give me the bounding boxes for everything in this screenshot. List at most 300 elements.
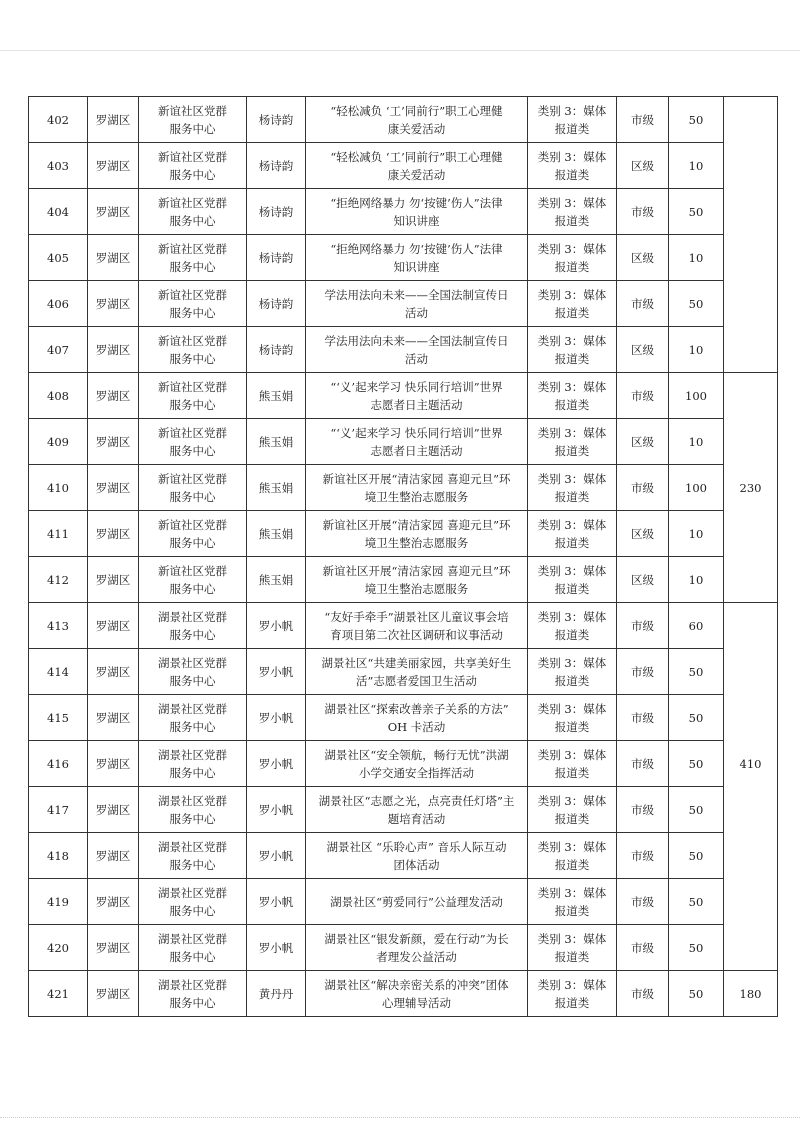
table-body [29, 97, 778, 1017]
category-line-1: 类别 3：媒体 [537, 885, 607, 900]
table-row [29, 235, 778, 281]
district: 罗湖区 [88, 235, 139, 281]
person-name: 黄丹丹 [247, 971, 306, 1017]
table-row [29, 97, 778, 143]
organization-line-2: 服务中心 [169, 581, 216, 596]
category-line-2: 报道类 [554, 995, 590, 1010]
activity-name-line-1: 湖景社区“银发新颜，爱在行动”为长 [324, 931, 509, 946]
organization [139, 879, 247, 925]
person-name: 杨诗韵 [247, 235, 306, 281]
organization-line-1: 新谊社区党群 [158, 333, 227, 348]
person-name: 罗小帆 [247, 649, 306, 695]
activity-name-line-1: “拒绝网络暴力 勿‘按键’伤人”法律 [330, 195, 503, 210]
level: 市级 [617, 465, 669, 511]
table-row [29, 787, 778, 833]
level: 市级 [617, 695, 669, 741]
group-total [724, 281, 778, 327]
district: 罗湖区 [88, 603, 139, 649]
category-line-2: 报道类 [554, 535, 590, 550]
activity-name-line-1: “‘义’起来学习 快乐同行培训”世界 [330, 379, 503, 394]
activity-name [306, 971, 528, 1017]
organization [139, 741, 247, 787]
category [528, 235, 617, 281]
category-line-1: 类别 3：媒体 [537, 655, 607, 670]
category-line-2: 报道类 [554, 213, 590, 228]
organization-line-2: 服务中心 [169, 857, 216, 872]
organization-line-1: 湖景社区党群 [158, 977, 227, 992]
organization-line-2: 服务中心 [169, 213, 216, 228]
person-name: 杨诗韵 [247, 143, 306, 189]
organization [139, 373, 247, 419]
activity-name-line-2: 知识讲座 [393, 213, 440, 228]
organization-line-2: 服务中心 [169, 903, 216, 918]
row-number: 403 [29, 143, 88, 189]
activity-name-line-1: 新谊社区开展“清洁家园 喜迎元旦”环 [322, 471, 511, 486]
group-total [724, 419, 778, 465]
category-line-2: 报道类 [554, 443, 590, 458]
organization-line-2: 服务中心 [169, 765, 216, 780]
category-line-1: 类别 3：媒体 [537, 609, 607, 624]
score: 50 [669, 925, 724, 971]
activity-name [306, 879, 528, 925]
category [528, 281, 617, 327]
category-line-2: 报道类 [554, 305, 590, 320]
group-total [724, 557, 778, 603]
table-row [29, 695, 778, 741]
group-total: 180 [724, 971, 778, 1017]
score: 50 [669, 97, 724, 143]
score: 10 [669, 143, 724, 189]
activity-name-line-2: 志愿者日主题活动 [370, 443, 463, 458]
activity-name-line-2: 题培育活动 [387, 811, 446, 826]
category-line-2: 报道类 [554, 581, 590, 596]
activity-name [306, 787, 528, 833]
organization-line-2: 服务中心 [169, 351, 216, 366]
category [528, 833, 617, 879]
level: 市级 [617, 97, 669, 143]
score: 100 [669, 373, 724, 419]
district: 罗湖区 [88, 511, 139, 557]
row-number: 402 [29, 97, 88, 143]
activity-name-line-2: 团体活动 [393, 857, 440, 872]
level: 区级 [617, 327, 669, 373]
row-number: 419 [29, 879, 88, 925]
row-number: 421 [29, 971, 88, 1017]
category-line-1: 类别 3：媒体 [537, 287, 607, 302]
activity-name [306, 373, 528, 419]
organization [139, 925, 247, 971]
table-row [29, 189, 778, 235]
organization [139, 281, 247, 327]
group-total [724, 925, 778, 971]
category-line-1: 类别 3：媒体 [537, 379, 607, 394]
category-line-1: 类别 3：媒体 [537, 701, 607, 716]
table-row [29, 143, 778, 189]
group-total [724, 511, 778, 557]
organization-line-1: 湖景社区党群 [158, 931, 227, 946]
organization [139, 511, 247, 557]
organization-line-1: 湖景社区党群 [158, 701, 227, 716]
table-row [29, 419, 778, 465]
row-number: 414 [29, 649, 88, 695]
category-line-1: 类别 3：媒体 [537, 931, 607, 946]
organization-line-2: 服务中心 [169, 719, 216, 734]
category-line-1: 类别 3：媒体 [537, 563, 607, 578]
activity-name [306, 327, 528, 373]
activity-name [306, 557, 528, 603]
organization [139, 465, 247, 511]
level: 区级 [617, 143, 669, 189]
organization-line-1: 湖景社区党群 [158, 655, 227, 670]
level: 区级 [617, 419, 669, 465]
category-line-2: 报道类 [554, 121, 590, 136]
organization-line-1: 新谊社区党群 [158, 287, 227, 302]
level: 市级 [617, 603, 669, 649]
level: 市级 [617, 833, 669, 879]
district: 罗湖区 [88, 281, 139, 327]
score: 60 [669, 603, 724, 649]
organization [139, 833, 247, 879]
category-line-2: 报道类 [554, 811, 590, 826]
row-number: 409 [29, 419, 88, 465]
activity-name-line-1: 湖景社区“探索改善亲子关系的方法” [324, 701, 509, 716]
activity-name-line-2: 者理发公益活动 [376, 949, 457, 964]
activity-name-line-1: 湖景社区“解决亲密关系的冲突”团体 [324, 977, 509, 992]
organization [139, 143, 247, 189]
category-line-2: 报道类 [554, 903, 590, 918]
activity-name [306, 649, 528, 695]
group-total [724, 879, 778, 925]
level: 市级 [617, 879, 669, 925]
category [528, 97, 617, 143]
row-number: 404 [29, 189, 88, 235]
activity-name [306, 833, 528, 879]
category-line-2: 报道类 [554, 351, 590, 366]
score: 50 [669, 787, 724, 833]
score: 100 [669, 465, 724, 511]
activity-name-line-1: 学法用法向未来——全国法制宣传日 [324, 333, 509, 348]
organization-line-1: 湖景社区党群 [158, 885, 227, 900]
organization-line-1: 湖景社区党群 [158, 839, 227, 854]
activity-name [306, 419, 528, 465]
row-number: 412 [29, 557, 88, 603]
category [528, 511, 617, 557]
person-name: 熊玉娟 [247, 557, 306, 603]
score: 50 [669, 281, 724, 327]
activity-name-line-2: 活动 [405, 351, 428, 366]
activity-name [306, 235, 528, 281]
organization-line-1: 新谊社区党群 [158, 425, 227, 440]
category-line-1: 类别 3：媒体 [537, 333, 607, 348]
district: 罗湖区 [88, 787, 139, 833]
row-number: 405 [29, 235, 88, 281]
group-total [724, 695, 778, 741]
group-total [724, 189, 778, 235]
organization-line-1: 新谊社区党群 [158, 195, 227, 210]
category-line-2: 报道类 [554, 259, 590, 274]
table-row [29, 649, 778, 695]
organization-line-2: 服务中心 [169, 535, 216, 550]
category [528, 465, 617, 511]
score: 10 [669, 557, 724, 603]
organization [139, 971, 247, 1017]
category [528, 695, 617, 741]
organization [139, 235, 247, 281]
person-name: 杨诗韵 [247, 189, 306, 235]
level: 市级 [617, 925, 669, 971]
table-row [29, 373, 778, 419]
category-line-1: 类别 3：媒体 [537, 793, 607, 808]
activity-name [306, 465, 528, 511]
organization-line-2: 服务中心 [169, 121, 216, 136]
category [528, 143, 617, 189]
activity-name-line-1: 学法用法向未来——全国法制宣传日 [324, 287, 509, 302]
activity-name-line-2: 康关爱活动 [387, 121, 446, 136]
table-row [29, 327, 778, 373]
row-number: 415 [29, 695, 88, 741]
district: 罗湖区 [88, 879, 139, 925]
row-number: 406 [29, 281, 88, 327]
organization [139, 557, 247, 603]
person-name: 熊玉娟 [247, 511, 306, 557]
organization [139, 695, 247, 741]
level: 市级 [617, 741, 669, 787]
category-line-1: 类别 3：媒体 [537, 747, 607, 762]
level: 市级 [617, 373, 669, 419]
category [528, 603, 617, 649]
organization [139, 649, 247, 695]
data-table [28, 96, 778, 1017]
organization-line-2: 服务中心 [169, 259, 216, 274]
group-total: 230 [724, 465, 778, 511]
person-name: 杨诗韵 [247, 327, 306, 373]
organization-line-2: 服务中心 [169, 167, 216, 182]
table-row [29, 603, 778, 649]
category-line-2: 报道类 [554, 857, 590, 872]
activity-name-line-2: 活”志愿者爱国卫生活动 [356, 673, 477, 688]
row-number: 416 [29, 741, 88, 787]
category-line-2: 报道类 [554, 489, 590, 504]
organization-line-2: 服务中心 [169, 443, 216, 458]
category-line-2: 报道类 [554, 949, 590, 964]
activity-name-line-1: 新谊社区开展“清洁家园 喜迎元旦”环 [322, 517, 511, 532]
organization-line-1: 新谊社区党群 [158, 517, 227, 532]
score: 50 [669, 695, 724, 741]
person-name: 罗小帆 [247, 879, 306, 925]
activity-name-line-2: 知识讲座 [393, 259, 440, 274]
activity-name-line-1: 新谊社区开展“清洁家园 喜迎元旦”环 [322, 563, 511, 578]
organization-line-2: 服务中心 [169, 811, 216, 826]
category [528, 419, 617, 465]
district: 罗湖区 [88, 971, 139, 1017]
organization-line-1: 新谊社区党群 [158, 379, 227, 394]
person-name: 熊玉娟 [247, 419, 306, 465]
level: 市级 [617, 787, 669, 833]
activity-name-line-2: 境卫生整治志愿服务 [364, 489, 469, 504]
activity-name-line-2: 志愿者日主题活动 [370, 397, 463, 412]
group-total [724, 327, 778, 373]
person-name: 罗小帆 [247, 833, 306, 879]
group-total [724, 603, 778, 649]
organization-line-1: 湖景社区党群 [158, 609, 227, 624]
activity-name [306, 281, 528, 327]
category-line-2: 报道类 [554, 719, 590, 734]
category-line-1: 类别 3：媒体 [537, 517, 607, 532]
table-row [29, 557, 778, 603]
activity-name-line-1: “‘义’起来学习 快乐同行培训”世界 [330, 425, 503, 440]
table-row [29, 879, 778, 925]
activity-name [306, 97, 528, 143]
activity-name-line-2: 康关爱活动 [387, 167, 446, 182]
category [528, 879, 617, 925]
group-total [724, 833, 778, 879]
person-name: 罗小帆 [247, 603, 306, 649]
score: 50 [669, 971, 724, 1017]
activity-name [306, 603, 528, 649]
level: 市级 [617, 649, 669, 695]
organization-line-1: 湖景社区党群 [158, 793, 227, 808]
district: 罗湖区 [88, 419, 139, 465]
table-row [29, 971, 778, 1017]
district: 罗湖区 [88, 465, 139, 511]
category-line-1: 类别 3：媒体 [537, 471, 607, 486]
score: 50 [669, 649, 724, 695]
category-line-1: 类别 3：媒体 [537, 425, 607, 440]
group-total: 410 [724, 741, 778, 787]
organization [139, 603, 247, 649]
group-total [724, 649, 778, 695]
group-total [724, 373, 778, 419]
activity-name-line-2: 小学交通安全指挥活动 [359, 765, 474, 780]
activity-name-line-1: 湖景社区“志愿之光，点亮责任灯塔”主 [318, 793, 515, 808]
person-name: 熊玉娟 [247, 373, 306, 419]
category [528, 741, 617, 787]
score: 10 [669, 235, 724, 281]
person-name: 罗小帆 [247, 925, 306, 971]
person-name: 罗小帆 [247, 741, 306, 787]
score: 50 [669, 879, 724, 925]
level: 市级 [617, 189, 669, 235]
district: 罗湖区 [88, 327, 139, 373]
score: 10 [669, 327, 724, 373]
organization-line-2: 服务中心 [169, 489, 216, 504]
category-line-1: 类别 3：媒体 [537, 839, 607, 854]
category [528, 649, 617, 695]
table-row [29, 833, 778, 879]
category [528, 925, 617, 971]
category [528, 373, 617, 419]
group-total [724, 143, 778, 189]
organization-line-1: 新谊社区党群 [158, 563, 227, 578]
organization-line-2: 服务中心 [169, 627, 216, 642]
activity-name [306, 741, 528, 787]
category-line-2: 报道类 [554, 627, 590, 642]
activity-name [306, 511, 528, 557]
organization-line-2: 服务中心 [169, 397, 216, 412]
district: 罗湖区 [88, 925, 139, 971]
organization [139, 327, 247, 373]
table-row [29, 925, 778, 971]
row-number: 413 [29, 603, 88, 649]
activity-name-line-2: 活动 [405, 305, 428, 320]
activity-name-line-1: “轻松减负 ‘工’同前行”职工心理健 [330, 103, 503, 118]
district: 罗湖区 [88, 557, 139, 603]
table-row [29, 281, 778, 327]
organization-line-1: 湖景社区党群 [158, 747, 227, 762]
activity-name-line-1: “拒绝网络暴力 勿‘按键’伤人”法律 [330, 241, 503, 256]
activity-name-line-1: “轻松减负 ‘工’同前行”职工心理健 [330, 149, 503, 164]
district: 罗湖区 [88, 143, 139, 189]
activity-name [306, 189, 528, 235]
level: 区级 [617, 511, 669, 557]
row-number: 410 [29, 465, 88, 511]
table-row [29, 465, 778, 511]
activity-name [306, 925, 528, 971]
category-line-1: 类别 3：媒体 [537, 241, 607, 256]
row-number: 407 [29, 327, 88, 373]
district: 罗湖区 [88, 695, 139, 741]
activity-name-line-1: 湖景社区 “乐聆心声” 音乐人际互动 [326, 839, 507, 854]
district: 罗湖区 [88, 373, 139, 419]
organization-line-2: 服务中心 [169, 995, 216, 1010]
organization [139, 189, 247, 235]
activity-name-line-1: 湖景社区“共建美丽家园，共享美好生 [321, 655, 512, 670]
organization-line-1: 新谊社区党群 [158, 471, 227, 486]
row-number: 417 [29, 787, 88, 833]
level: 区级 [617, 235, 669, 281]
district: 罗湖区 [88, 97, 139, 143]
row-number: 420 [29, 925, 88, 971]
activity-name [306, 143, 528, 189]
person-name: 杨诗韵 [247, 97, 306, 143]
category [528, 327, 617, 373]
level: 市级 [617, 971, 669, 1017]
organization-line-1: 新谊社区党群 [158, 103, 227, 118]
category-line-1: 类别 3：媒体 [537, 977, 607, 992]
organization-line-1: 新谊社区党群 [158, 149, 227, 164]
person-name: 罗小帆 [247, 787, 306, 833]
person-name: 熊玉娟 [247, 465, 306, 511]
table-row [29, 741, 778, 787]
activity-name-line-2: 心理辅导活动 [382, 995, 451, 1010]
category-line-2: 报道类 [554, 673, 590, 688]
table-row [29, 511, 778, 557]
district: 罗湖区 [88, 189, 139, 235]
district: 罗湖区 [88, 649, 139, 695]
level: 区级 [617, 557, 669, 603]
score: 50 [669, 189, 724, 235]
top-rule [0, 50, 800, 51]
bottom-rule [0, 1117, 800, 1118]
group-total [724, 787, 778, 833]
category-line-2: 报道类 [554, 397, 590, 412]
activity-name [306, 695, 528, 741]
organization-line-2: 服务中心 [169, 673, 216, 688]
organization-line-2: 服务中心 [169, 305, 216, 320]
person-name: 杨诗韵 [247, 281, 306, 327]
activity-name-line-2: 境卫生整治志愿服务 [364, 581, 469, 596]
category [528, 189, 617, 235]
activity-name-line-2: 育项目第二次社区调研和议事活动 [330, 627, 503, 642]
category [528, 971, 617, 1017]
district: 罗湖区 [88, 741, 139, 787]
organization-line-2: 服务中心 [169, 949, 216, 964]
organization [139, 419, 247, 465]
person-name: 罗小帆 [247, 695, 306, 741]
score: 50 [669, 741, 724, 787]
category [528, 787, 617, 833]
organization-line-1: 新谊社区党群 [158, 241, 227, 256]
